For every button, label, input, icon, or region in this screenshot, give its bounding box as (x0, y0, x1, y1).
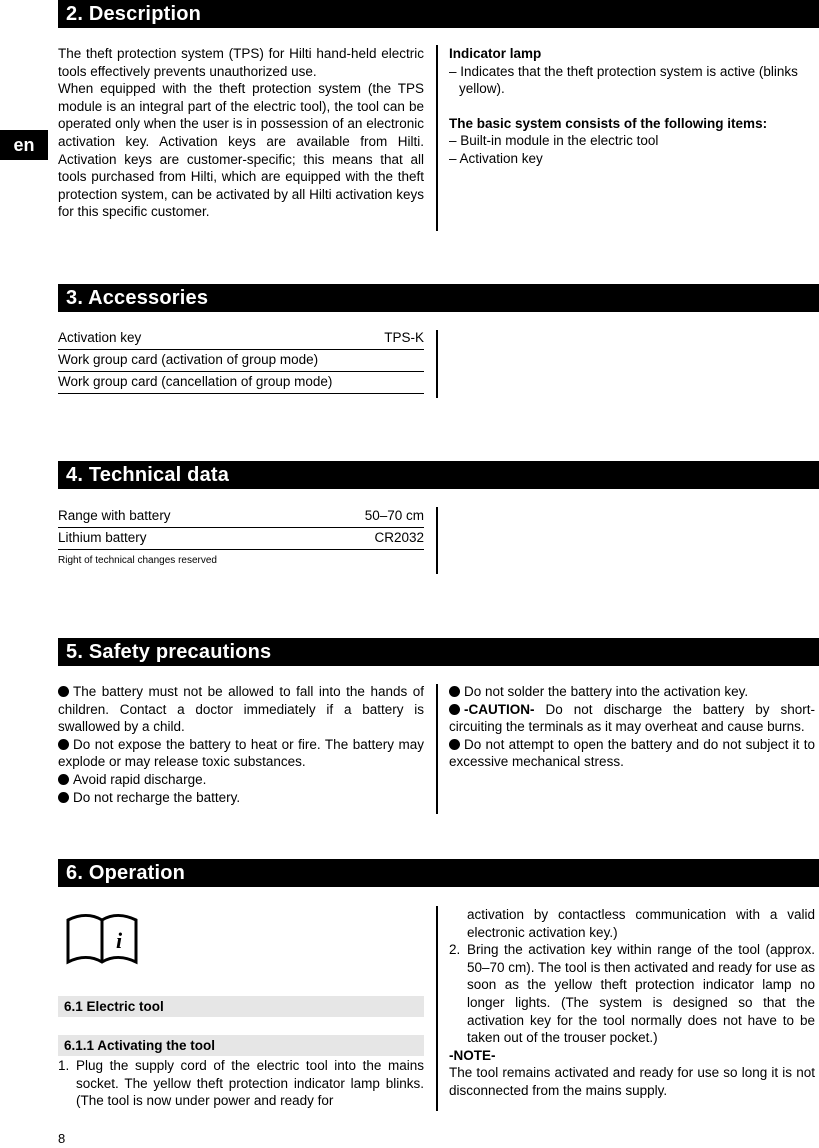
bullet-icon (449, 686, 460, 697)
step-number: 2. (449, 942, 461, 958)
accessories-table (58, 328, 424, 394)
spec-name: Range with battery (58, 508, 171, 523)
column-divider (436, 330, 438, 398)
description-heading: 2. Description (58, 0, 819, 28)
bullet-icon (58, 686, 69, 697)
safety-item: Do not expose the battery to heat or fire. The battery may explode or may release toxic substances. (58, 736, 424, 770)
column-divider (436, 507, 438, 574)
table-row (58, 328, 424, 350)
page-number: 8 (58, 1131, 66, 1146)
basic-system-title: The basic system consists of the following items: (449, 115, 768, 131)
spec-name: Lithium battery (58, 530, 147, 545)
note-label: -NOTE- (449, 1047, 496, 1063)
description-paragraph-2: When equipped with the theft protection system (the TPS module is an integral part of the electric tool), the tool can be operated only when the user is in possession of an electronic activation key. Activation keys are available from Hilti. Activation keys are customer-specific; this means that all tools purchased from Hilti, which are equipped with the theft protection system, can be activated by all Hilti activation keys for this specific customer. (58, 81, 424, 220)
step-text: Plug the supply cord of the electric tool into the mains socket. The yellow theft protection indicator lamp blinks. (The tool is now under power and ready for (76, 1058, 424, 1109)
safety-item: -CAUTION- Do not discharge the battery by short-circuiting the terminals as it may overheat and cause burns. (449, 701, 815, 735)
table-row (58, 350, 424, 372)
safety-item: Do not attempt to open the battery and do not subject it to excessive mechanical stress. (449, 736, 815, 770)
bullet-icon (449, 704, 460, 715)
spec-value: CR2032 (374, 530, 424, 545)
table-row (58, 528, 424, 550)
list-item (449, 906, 815, 941)
column-divider (436, 906, 438, 1111)
language-tab: en (0, 130, 48, 160)
basic-item-1: – Built-in module in the electric tool (449, 133, 659, 149)
info-book-icon (62, 910, 142, 968)
step-text-continued: activation by contactless communication with a valid electronic activation key.) (467, 907, 815, 940)
activating-tool-subheading: 6.1.1 Activating the tool (58, 1035, 424, 1056)
accessory-name: Activation key (58, 330, 142, 345)
technical-note: Right of technical changes reserved (58, 555, 217, 566)
safety-item: The battery must not be allowed to fall into the hands of children. Contact a doctor immediately if a battery is swallowed by a child. (58, 684, 424, 735)
bullet-icon (449, 739, 460, 750)
description-paragraph-1: The theft protection system (TPS) for Hilti hand-held electric tools effectively prevents unauthorized use. (58, 46, 424, 79)
technical-data-heading: 4. Technical data (58, 461, 819, 489)
info-glyph: i (115, 928, 123, 953)
caution-label: -CAUTION- (464, 701, 535, 717)
list-item (449, 941, 815, 1047)
operation-heading: 6. Operation (58, 859, 819, 887)
spec-value: 50–70 cm (364, 508, 424, 523)
column-divider (436, 684, 438, 814)
technical-data-table (58, 506, 424, 568)
operation-left-column (58, 1057, 424, 1110)
safety-right-column (449, 683, 815, 771)
accessories-heading: 3. Accessories (58, 284, 819, 312)
list-item (58, 1057, 424, 1110)
accessory-name: Work group card (cancellation of group mode) (58, 374, 333, 389)
indicator-lamp-title: Indicator lamp (449, 46, 542, 61)
note-text: The tool remains activated and ready for use so long it is not disconnected from the mains supply. (449, 1065, 815, 1098)
bullet-icon (58, 774, 69, 785)
safety-item: Do not solder the battery into the activation key. (449, 683, 815, 701)
step-number: 1. (58, 1058, 70, 1073)
safety-heading: 5. Safety precautions (58, 638, 819, 666)
safety-item: Do not recharge the battery. (58, 789, 424, 807)
description-right-column (449, 45, 815, 168)
description-left-column (58, 45, 424, 221)
table-row (58, 506, 424, 528)
column-divider (436, 45, 438, 231)
bullet-icon (58, 739, 69, 750)
indicator-lamp-text: – Indicates that the theft protection system is active (blinks yellow). (449, 63, 798, 97)
electric-tool-subheading: 6.1 Electric tool (58, 996, 424, 1017)
step-text: Bring the activation key within range of the tool (approx. 50–70 cm). The tool is then activated and ready for use as soon as the yellow theft protection indicator lamp no longer lights. (The system is designed so that the activation key for the tool normally does not have to be taken out of the trouser pocket.) (467, 942, 815, 1046)
safety-item: Avoid rapid discharge. (58, 771, 424, 789)
safety-left-column (58, 683, 424, 806)
accessory-code: TPS-K (384, 330, 424, 345)
accessory-name: Work group card (activation of group mode) (58, 352, 319, 367)
bullet-icon (58, 792, 69, 803)
basic-item-2: – Activation key (449, 150, 543, 166)
operation-right-column (449, 906, 815, 1100)
table-row (58, 372, 424, 394)
